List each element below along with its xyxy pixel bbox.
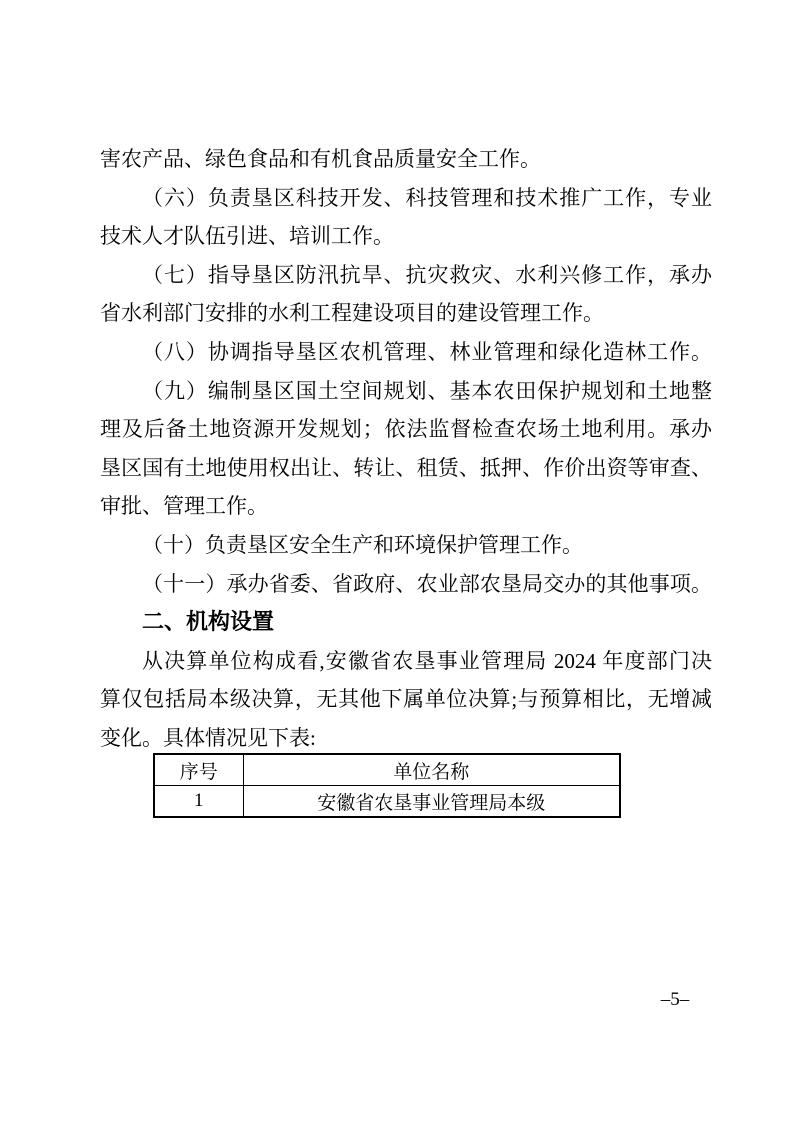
table-row [154, 786, 620, 818]
body-line: 审批、管理工作。 [100, 494, 268, 519]
body-line: （十）负责垦区安全生产和环境保护管理工作。 [142, 532, 583, 557]
body-line: （七）指导垦区防汛抗旱、抗灾救灾、水利兴修工作，承办 [142, 262, 712, 287]
body-line: 理及后备土地资源开发规划；依法监督检查农场土地利用。承办 [100, 417, 712, 442]
table-cell-unit-name: 安徽省农垦事业管理局本级 [243, 786, 620, 818]
table-cell-index: 1 [154, 786, 243, 818]
body-line: （九）编制垦区国土空间规划、基本农田保护规划和土地整 [142, 378, 712, 403]
body-line: （八）协调指导垦区农机管理、林业管理和绿化造林工作。 [142, 339, 712, 364]
body-line: （六）负责垦区科技开发、科技管理和技术推广工作，专业 [142, 185, 712, 210]
body-line: 垦区国有土地使用权出让、转让、租赁、抵押、作价出资等审查、 [100, 455, 712, 480]
body-line: 省水利部门安排的水利工程建设项目的建设管理工作。 [100, 301, 604, 326]
unit-table [153, 753, 621, 818]
body-line: 害农产品、绿色食品和有机食品质量安全工作。 [100, 147, 541, 171]
body-line: 技术人才队伍引进、培训工作。 [100, 224, 394, 249]
document-body [100, 140, 712, 758]
body-line: 变化。具体情况见下表: [100, 725, 316, 750]
body-line: 从决算单位构成看,安徽省农垦事业管理局 2024 年度部门决 [142, 648, 712, 673]
table-header-unit-name: 单位名称 [243, 754, 620, 786]
table-header-row [154, 754, 620, 786]
section-heading: 二、机构设置 [142, 609, 275, 635]
body-line: 算仅包括局本级决算，无其他下属单位决算;与预算相比，无增减 [100, 687, 712, 712]
page-number: –5– [660, 989, 690, 1010]
table-header-index: 序号 [154, 754, 243, 786]
body-line: （十一）承办省委、省政府、农业部农垦局交办的其他事项。 [142, 571, 712, 596]
